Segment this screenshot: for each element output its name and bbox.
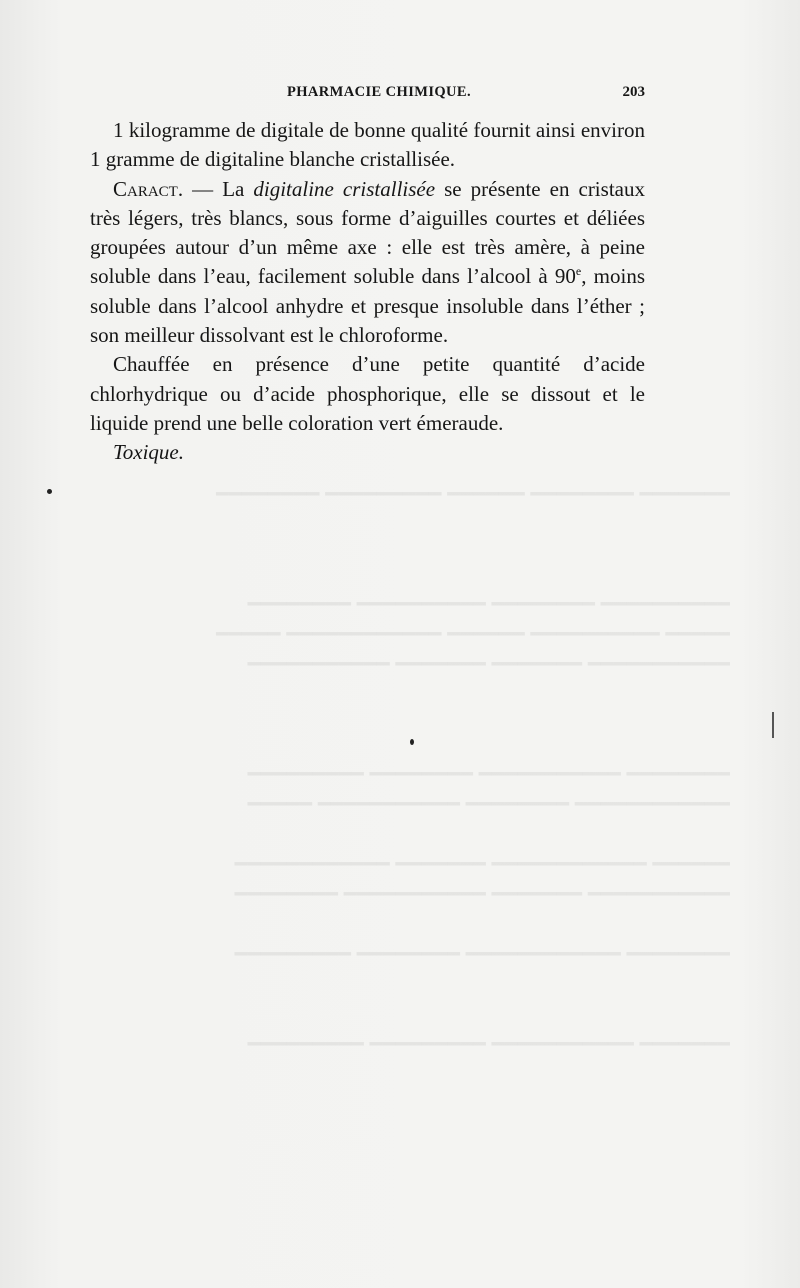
page-number: 203: [622, 84, 645, 100]
bleed-through-text: ━━━━━━━━ ━━━━━━━━━━━━ ━━━━━━━━ ━━━━━━━━━: [234, 942, 730, 966]
bleed-through-text: ━━━━━━ ━━━━━━━━━━━━ ━━━━━━━ ━━━━━━━━━━━━: [234, 852, 730, 876]
running-title: PHARMACIE CHIMIQUE.: [287, 84, 472, 100]
description-text-cont: , moins soluble dans l’alcool anhydre et presque insoluble dans l’éther ; son meilleur dissolvant est le chloroforme.: [90, 264, 646, 348]
body-text: [90, 116, 645, 468]
paragraph-toxic: Toxique.: [113, 440, 184, 465]
description-text: se présente en cristaux très légers, très blancs, sous forme d’aiguilles courtes et déliées groupées autour d’un même axe : elle est très amère, à peine soluble dans l’eau, facilement soluble dans l’alcool à 90: [90, 176, 645, 289]
bleed-through-text: ━━━━━━━━━━━ ━━━━━━━ ━━━━━━━━━━━ ━━━━━━━━: [234, 882, 730, 906]
speck: [47, 489, 52, 494]
speck: [410, 739, 414, 745]
paragraph-reaction: Chauffée en présence d’une petite quantité d’acide chlorhydrique ou d’acide phosphorique, elle se dissout et le liquide prend une belle coloration vert émeraude.: [90, 352, 645, 435]
bleed-through-text: ━━━━━━━━ ━━━━━━━━━━━ ━━━━━━━━ ━━━━━━━━━: [247, 762, 730, 786]
paragraph-characteristics: [90, 175, 645, 351]
degree-superscript: e: [575, 264, 582, 279]
margin-mark: [772, 712, 774, 738]
running-header: [90, 84, 645, 108]
label-dash: — La: [183, 176, 254, 201]
section-label: Caract.: [113, 176, 184, 201]
bleed-through-text: ━━━━━ ━━━━━━━━━━ ━━━━━━ ━━━━━━━━━━━━ ━━━━━: [215, 622, 730, 646]
bleed-through-text: ━━━━━━━ ━━━━━━━━━━━ ━━━━━━━━━ ━━━━━━━━━: [247, 1032, 730, 1056]
bleed-through-text: ━━━━━━━ ━━━━━━━━ ━━━━━━ ━━━━━━━━━ ━━━━━━━━: [215, 482, 730, 506]
bleed-through-text: ━━━━━━━━━━ ━━━━━━━━ ━━━━━━━━━━ ━━━━━━━━: [247, 592, 730, 616]
bleed-through-text: ━━━━━━━━━━━━ ━━━━━━━━ ━━━━━━━━━━━ ━━━━━: [247, 792, 730, 816]
bleed-through-text: ━━━━━━━━━━━ ━━━━━━━ ━━━━━━━ ━━━━━━━━━━━: [247, 652, 730, 676]
term-italic: digitaline cristallisée: [253, 176, 436, 201]
paragraph-yield: 1 kilogramme de digitale de bonne qualité fournit ainsi environ 1 gramme de digitaline blanche cristallisée.: [90, 118, 645, 172]
